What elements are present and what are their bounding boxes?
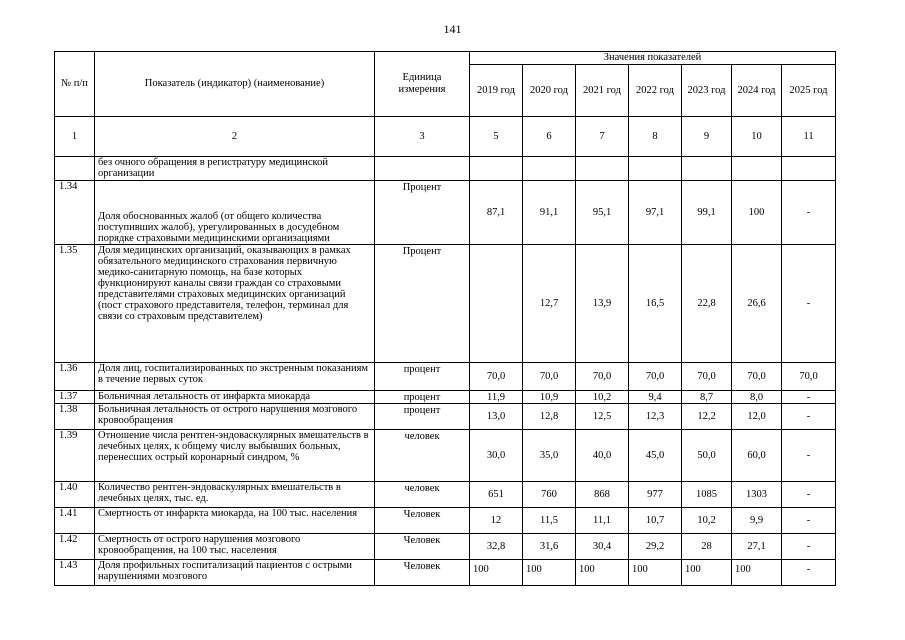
column-number: 2 [95,117,375,157]
row-value: 11,9 [470,391,523,404]
header-year: 2019 год [470,65,523,117]
row-value: 11,1 [576,508,629,534]
row-value: 30,0 [470,430,523,482]
indicators-table [54,51,836,586]
row-value: 760 [523,482,576,508]
row-value: 87,1 [470,181,523,245]
row-value: 100 [523,560,576,586]
row-value: 1303 [732,482,782,508]
row-value: 70,0 [782,363,836,391]
table-row [55,157,836,181]
row-value: 60,0 [732,430,782,482]
table-row [55,534,836,560]
row-value: 13,9 [576,245,629,363]
table-row [55,245,836,363]
row-value: 12 [470,508,523,534]
row-value: 70,0 [682,363,732,391]
row-value: 45,0 [629,430,682,482]
row-value [470,157,523,181]
row-value: 100 [629,560,682,586]
column-number: 8 [629,117,682,157]
row-value: 29,2 [629,534,682,560]
row-value: 11,5 [523,508,576,534]
row-number: 1.36 [55,363,95,391]
row-number: 1.35 [55,245,95,363]
row-number: 1.38 [55,404,95,430]
row-value: 8,7 [682,391,732,404]
table-row [55,391,836,404]
row-value: 9,9 [732,508,782,534]
row-indicator-name: Доля профильных госпитализаций пациентов с острыми нарушениями мозгового [95,560,375,586]
row-value: 30,4 [576,534,629,560]
row-value: 10,9 [523,391,576,404]
table-row [55,560,836,586]
row-value: 9,4 [629,391,682,404]
column-number: 11 [782,117,836,157]
row-value: 70,0 [629,363,682,391]
table-row [55,404,836,430]
row-indicator-name: Количество рентген-эндоваскулярных вмешательств в лечебных целях, тыс. ед. [95,482,375,508]
row-indicator-name: Доля обоснованных жалоб (от общего количества поступивших жалоб), урегулированных в досудебном порядке страховыми медицинскими организациями [95,181,375,245]
row-value: 22,8 [682,245,732,363]
row-value: - [782,181,836,245]
header-col-num: № п/п [55,52,95,117]
row-value: - [782,391,836,404]
row-value: - [782,508,836,534]
column-number: 5 [470,117,523,157]
row-unit: процент [375,404,470,430]
column-number: 1 [55,117,95,157]
row-value: 95,1 [576,181,629,245]
row-indicator-name: Доля лиц, госпитализированных по экстренным показаниям в течение первых суток [95,363,375,391]
row-unit [375,157,470,181]
row-number: 1.34 [55,181,95,245]
row-number: 1.42 [55,534,95,560]
row-number [55,157,95,181]
column-number: 7 [576,117,629,157]
row-number: 1.39 [55,430,95,482]
row-unit: Человек [375,560,470,586]
row-indicator-name: Смертность от инфаркта миокарда, на 100 тыс. населения [95,508,375,534]
row-indicator-name: Смертность от острого нарушения мозгового кровообращения, на 100 тыс. населения [95,534,375,560]
row-value: 12,8 [523,404,576,430]
row-value: 31,6 [523,534,576,560]
header-year: 2024 год [732,65,782,117]
column-number: 9 [682,117,732,157]
row-value: - [782,245,836,363]
row-unit: Человек [375,508,470,534]
row-value: - [782,430,836,482]
row-unit: человек [375,430,470,482]
row-unit: процент [375,363,470,391]
row-indicator-name: без очного обращения в регистратуру медицинской организации [95,157,375,181]
row-number: 1.37 [55,391,95,404]
row-indicator-name: Больничная летальность от острого нарушения мозгового кровообращения [95,404,375,430]
column-number: 6 [523,117,576,157]
row-value: 27,1 [732,534,782,560]
header-year: 2022 год [629,65,682,117]
header-values-group: Значения показателей [470,52,836,65]
row-value: 35,0 [523,430,576,482]
row-value: 100 [732,181,782,245]
table-row [55,482,836,508]
row-value: 70,0 [523,363,576,391]
row-value: 100 [732,560,782,586]
row-value: 40,0 [576,430,629,482]
table-row [55,181,836,245]
row-value: 70,0 [576,363,629,391]
row-value: 97,1 [629,181,682,245]
row-value: 12,2 [682,404,732,430]
row-value: 10,2 [682,508,732,534]
row-value: - [782,560,836,586]
row-value [782,157,836,181]
row-value [629,157,682,181]
row-value: 100 [576,560,629,586]
row-unit: процент [375,391,470,404]
row-value: 977 [629,482,682,508]
row-number: 1.40 [55,482,95,508]
row-value [732,157,782,181]
row-value: 99,1 [682,181,732,245]
row-value: 32,8 [470,534,523,560]
table-row [55,430,836,482]
row-value [523,157,576,181]
row-value [470,245,523,363]
table-row [55,363,836,391]
header-year: 2020 год [523,65,576,117]
row-value: 12,0 [732,404,782,430]
row-value: 13,0 [470,404,523,430]
column-number: 3 [375,117,470,157]
row-indicator-name: Доля медицинских организаций, оказывающих в рамках обязательного медицинского страхования первичную медико-санитарную помощь, на базе которых функционируют каналы связи граждан со страховыми представителями страховых медицинских организаций (пост страхового представителя, телефон, терминал для связи со страховым представителем) [95,245,375,363]
header-year: 2025 год [782,65,836,117]
row-value: 16,5 [629,245,682,363]
row-value [682,157,732,181]
row-indicator-name: Отношение числа рентген-эндоваскулярных вмешательств в лечебных целях, к общему числу выбывших больных, перенесших острый коронарный синдром, % [95,430,375,482]
row-value: - [782,482,836,508]
row-value [576,157,629,181]
header-col-unit: Единица измерения [375,52,470,117]
table-row [55,508,836,534]
row-unit: Процент [375,245,470,363]
row-value: 868 [576,482,629,508]
row-value: 651 [470,482,523,508]
row-unit: человек [375,482,470,508]
row-number: 1.41 [55,508,95,534]
row-value: 1085 [682,482,732,508]
row-value: - [782,534,836,560]
row-number: 1.43 [55,560,95,586]
column-number: 10 [732,117,782,157]
row-value: 26,6 [732,245,782,363]
header-year: 2021 год [576,65,629,117]
row-value: 100 [682,560,732,586]
row-indicator-name: Больничная летальность от инфаркта миокарда [95,391,375,404]
row-value: - [782,404,836,430]
header-col-indicator: Показатель (индикатор) (наименование) [95,52,375,117]
row-value: 8,0 [732,391,782,404]
row-value: 28 [682,534,732,560]
row-value: 100 [470,560,523,586]
row-value: 70,0 [470,363,523,391]
row-value: 70,0 [732,363,782,391]
header-year: 2023 год [682,65,732,117]
row-value: 10,2 [576,391,629,404]
row-value: 91,1 [523,181,576,245]
row-value: 12,7 [523,245,576,363]
row-value: 10,7 [629,508,682,534]
row-value: 12,3 [629,404,682,430]
row-unit: Процент [375,181,470,245]
row-value: 50,0 [682,430,732,482]
page-number: 141 [443,22,462,36]
row-unit: Человек [375,534,470,560]
row-value: 12,5 [576,404,629,430]
